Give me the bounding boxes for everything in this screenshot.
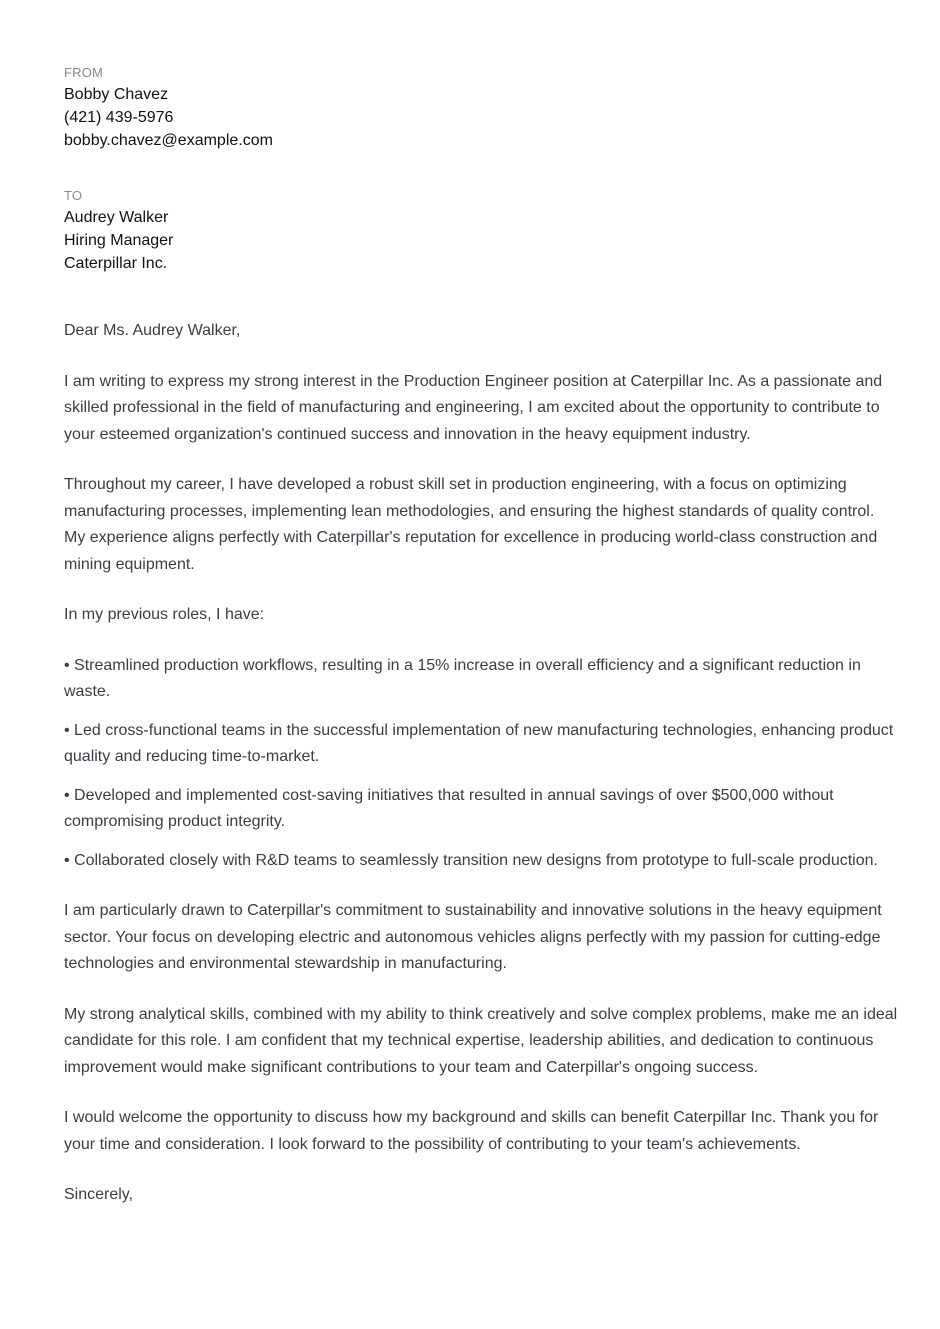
body-paragraph: My strong analytical skills, combined with my ability to think creatively and solve complex problems, make me an ideal candidate for this role. I am confident that my technical expertise, leadership abilities, and dedication to continuous improvement would make significant contributions to your team and Caterpillar's ongoing success. <box>64 1005 898 1076</box>
achievements-list <box>64 653 900 875</box>
sender-name: Bobby Chavez <box>64 86 169 103</box>
list-item: • Collaborated closely with R&D teams to seamlessly transition new designs from prototype to full-scale production. <box>64 851 878 869</box>
body-paragraph: I am writing to express my strong interest in the Production Engineer position at Caterpillar Inc. As a passionate and skilled professional in the field of manufacturing and engineering, I am excited about the opportunity to contribute to your esteemed organization's continued success and innovation in the heavy equipment industry. <box>64 372 883 443</box>
recipient-title: Hiring Manager <box>64 232 174 249</box>
sender-phone: (421) 439-5976 <box>64 109 174 126</box>
recipient-block <box>64 186 900 275</box>
recipient-company: Caterpillar Inc. <box>64 255 168 272</box>
list-item: • Led cross-functional teams in the successful implementation of new manufacturing technologies, enhancing product quality and reducing time-to-market. <box>64 721 894 765</box>
recipient-name: Audrey Walker <box>64 209 169 226</box>
list-item: • Streamlined production workflows, resulting in a 15% increase in overall efficiency and a significant reduction in waste. <box>64 656 861 700</box>
sender-email: bobby.chavez@example.com <box>64 132 273 149</box>
to-label: TO <box>64 188 83 203</box>
sender-block <box>64 63 900 152</box>
cover-letter <box>64 63 900 1209</box>
body-paragraph: I would welcome the opportunity to discuss how my background and skills can benefit Caterpillar Inc. Thank you for your time and consideration. I look forward to the possibility of contributing to your team's achievements. <box>64 1109 879 1153</box>
body-paragraph: I am particularly drawn to Caterpillar's commitment to sustainability and innovative solutions in the heavy equipment sector. Your focus on developing electric and autonomous vehicles aligns perfectly with my passion for cutting-edge technologies and environmental stewardship in manufacturing. <box>64 902 882 972</box>
from-label: FROM <box>64 65 104 80</box>
list-item: • Developed and implemented cost-saving initiatives that resulted in annual savings of over $500,000 without compromising product integrity. <box>64 786 834 830</box>
closing: Sincerely, <box>64 1186 134 1203</box>
body-paragraph: In my previous roles, I have: <box>64 606 265 623</box>
body-paragraph: Throughout my career, I have developed a robust skill set in production engineering, with a focus on optimizing manufacturing processes, implementing lean methodologies, and ensuring the highest standards of quality control. My experience aligns perfectly with Caterpillar's reputation for excellence in producing world-class construction and mining equipment. <box>64 476 878 573</box>
salutation: Dear Ms. Audrey Walker, <box>64 322 241 339</box>
